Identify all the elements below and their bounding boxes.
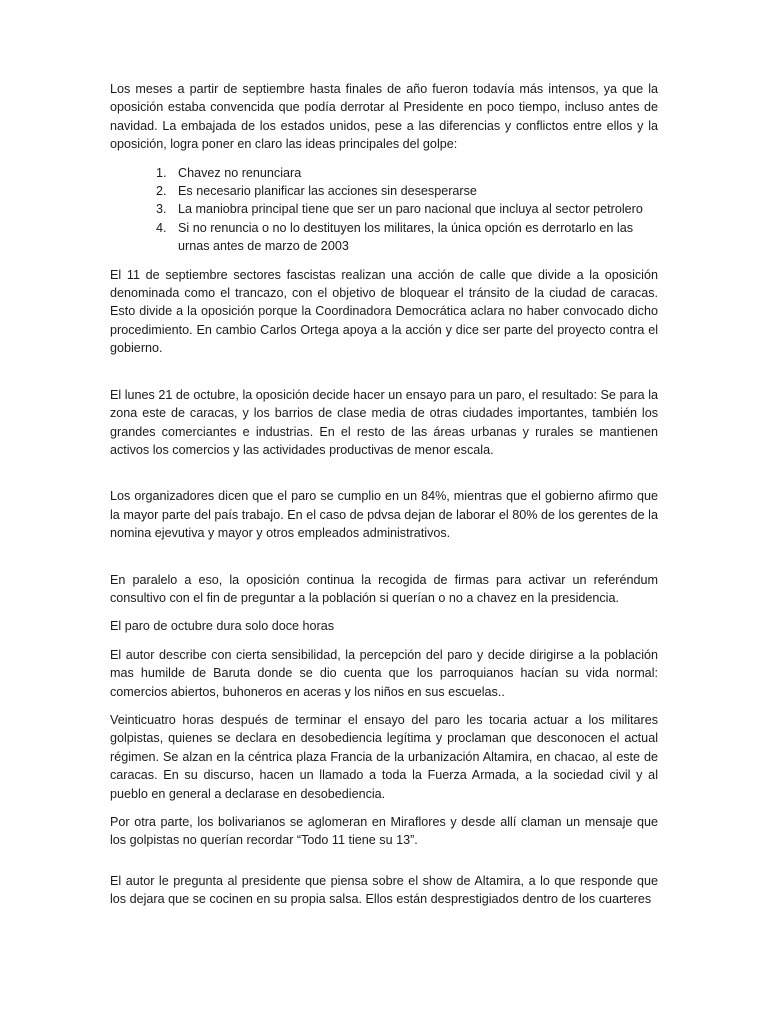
paragraph-intro: Los meses a partir de septiembre hasta finales de año fueron todavía más intensos, ya que la oposición estaba convencida que podía derrotar al Presidente en poco tiempo, incluso antes de navidad. La embajada de los estados unidos, pese a las diferencias y conflictos entre ellos y la oposición, logra poner en claro las ideas principales del golpe:	[110, 82, 658, 152]
paragraph-strike-results: Los organizadores dicen que el paro se cumplio en un 84%, mientras que el gobierno afirmo que la mayor parte del país trabajo. En el caso de pdvsa dejan de laborar el 80% de los gerentes de la nomina ejevutiva y mayor y otros empleados administrativos.	[110, 489, 658, 541]
document-page	[110, 80, 658, 919]
list-item-number: 4.	[156, 220, 167, 235]
list-item-text: Es necesario planificar las acciones sin desesperarse	[178, 184, 477, 199]
list-item	[156, 219, 658, 256]
paragraph-military: Veinticuatro horas después de terminar el ensayo del paro les tocaria actuar a los militares golpistas, quienes se declara en desobediencia legítima y proclaman que desconocen el actual régimen. Se alzan en la céntrica plaza Francia de la urbanización Altamira, en chacao, al este de caracas. En su discurso, hacen un llamado a toda la Fuerza Armada, a la sociedad civil y al pueblo en general a declarase en desobediencia.	[110, 712, 658, 801]
paragraph-altamira-show: El autor le pregunta al presidente que piensa sobre el show de Altamira, a lo que responde que los dejara que se cocinen en su propia salsa. Ellos están desprestigiados dentro de los cuarteres	[110, 873, 658, 907]
paragraph-miraflores: Por otra parte, los bolivarianos se aglomeran en Miraflores y desde allí claman un mensaje que los golpistas no querían recordar “Todo 11 tiene su 13”.	[110, 815, 658, 848]
list-item-text: La maniobra principal tiene que ser un paro nacional que incluya al sector petrolero	[178, 202, 643, 217]
paragraph-baruta: El autor describe con cierta sensibilidad, la percepción del paro y decide dirigirse a la población mas humilde de Baruta donde se dio cuenta que los parroquianos hacían su vida normal: comercios abiertos, buhoneros en aceras y los niños en sus escuelas..	[110, 647, 658, 699]
coup-ideas-list	[110, 164, 658, 256]
paragraph-october-21: El lunes 21 de octubre, la oposición decide hacer un ensayo para un paro, el resultado: Se para la zona este de caracas, y los barrios de clase media de otras ciudades importantes, también los grandes comerciantes e industrias. En el resto de las áreas urbanas y rurales se mantienen activos los comercios y las actividades productivas de menor escala.	[110, 387, 658, 457]
list-item	[156, 200, 658, 218]
paragraph-trancazo: El 11 de septiembre sectores fascistas realizan una acción de calle que divide a la oposición denominada como el trancazo, con el objetivo de bloquear el tránsito de la ciudad de caracas. Esto divide a la oposición porque la Coordinadora Democrática aclara no haber convocado dicho procedimiento. En cambio Carlos Ortega apoya a la acción y dice ser parte del proyecto contra el gobierno.	[110, 267, 658, 356]
list-item	[156, 164, 658, 182]
list-item-number: 3.	[156, 202, 167, 217]
list-item-number: 2.	[156, 184, 167, 199]
list-item-text: Chavez no renunciara	[178, 165, 302, 180]
paragraph-strike-duration: El paro de octubre dura solo doce horas	[110, 619, 335, 634]
paragraph-referendum: En paralelo a eso, la oposición continua la recogida de firmas para activar un referéndum consultivo con el fin de preguntar a la población si querían o no a chavez en la presidencia.	[110, 572, 658, 605]
list-item-number: 1.	[156, 165, 167, 180]
list-item-text: Si no renuncia o no lo destituyen los militares, la única opción es derrotarlo en las urnas antes de marzo de 2003	[178, 220, 634, 254]
list-item	[156, 182, 658, 200]
